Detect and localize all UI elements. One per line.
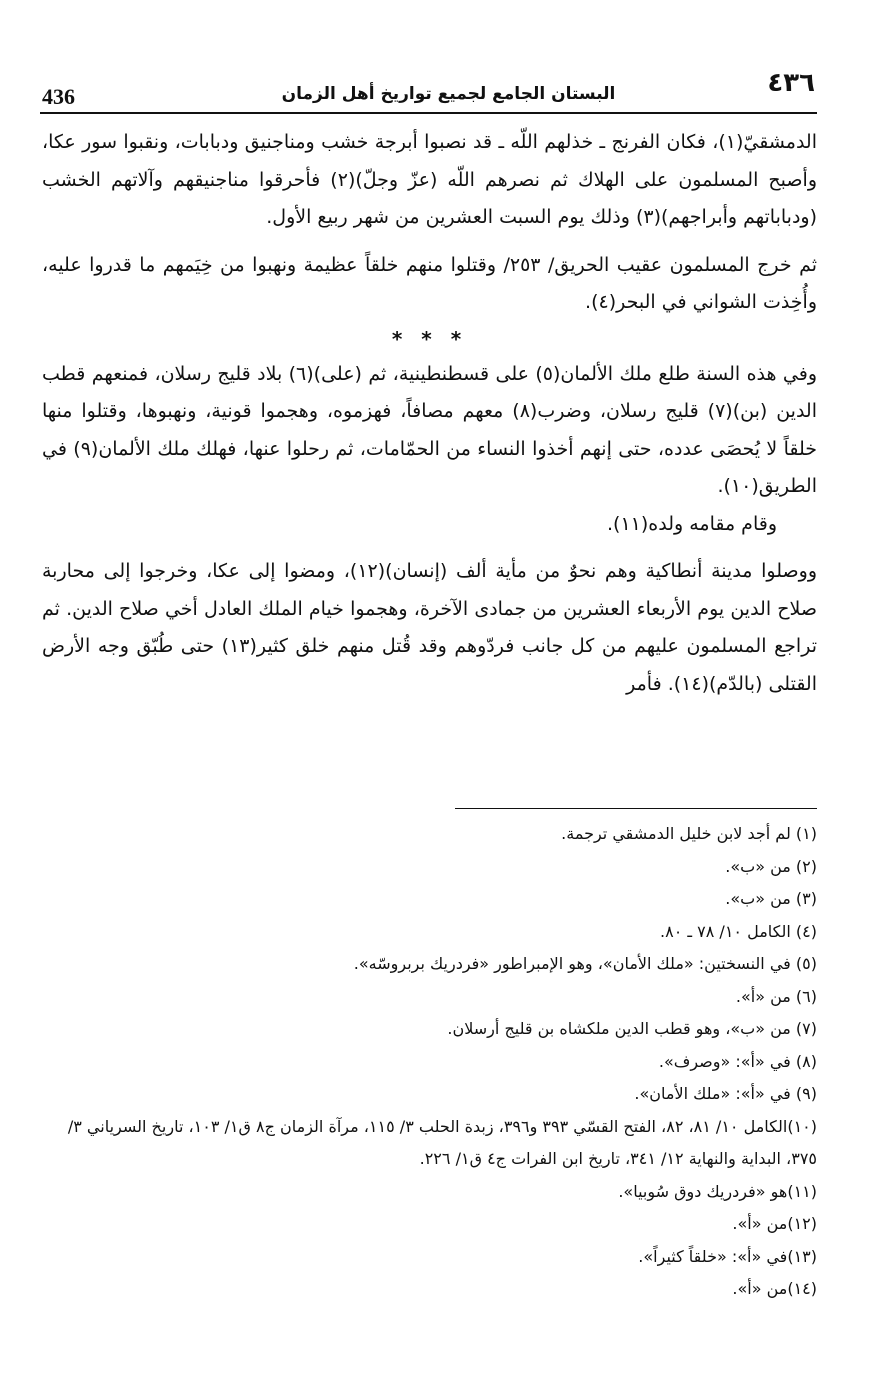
footnote: (٥) في النسختين: «ملك الأمان»، وهو الإمبراطور «فردريك بربروسّه».: [353, 954, 817, 973]
footnote-divider: [455, 808, 817, 809]
footnote: (٣) من «ب».: [725, 889, 817, 908]
section-separator: * * *: [391, 326, 468, 351]
paragraph: الدمشقيّ(١)، فكان الفرنج ـ خذلهم اللّه ـ قد نصبوا أبرجة خشب ومناجنيق ودبابات، ونقبوا سور عكا، وأصبح المسلمون على الهلاك ثم نصرهم اللّه (عزّ وجلّ)(٢) فأحرقوا مناجنيقهم وآلاتهم الخشب (ودباباتهم وأبراجهم)(٣) وذلك يوم السبت العشرين من شهر ربيع الأول.: [42, 131, 817, 228]
footnote: (١٣)في «أ»: «خلقاً كثيراً».: [638, 1246, 817, 1266]
footnote: (١٤)من «أ».: [732, 1279, 817, 1298]
footnote: (٤) الكامل ١٠/ ٧٨ ـ ٨٠.: [660, 921, 817, 941]
running-title: البستان الجامع لجميع تواريخ أهل الزمان: [281, 84, 616, 104]
footnote: (٩) في «أ»: «ملك الأمان».: [634, 1084, 817, 1103]
footnote: (٨) في «أ»: «وصرف».: [658, 1051, 817, 1071]
paragraph: وقام مقامه ولده(١١).: [606, 512, 777, 535]
paragraph: وفي هذه السنة طلع ملك الألمان(٥) على قسطنطينية، ثم (على)(٦) بلاد قليج رسلان، فمنعهم قطب الدين (بن)(٧) قليج رسلان، وضرب(٨) معهم مصافاً، فهزموه، وهجموا قونية، ونهبوها، وقتلوا منها خلقاً لا يُحصَى عدده، حتى إنهم أخذوا النساء من الحمّامات، ثم رحلوا عنها، فهلك ملك الألمان(٩) في الطريق(١٠).: [42, 362, 817, 497]
footnote: (١١)هو «فردريك دوق سُوبيا».: [618, 1181, 817, 1201]
paragraph: ووصلوا مدينة أنطاكية وهم نحوٌ من مأية ألف (إنسان)(١٢)، ومضوا إلى عكا، وخرجوا إلى محاربة صلاح الدين يوم الأربعاء العشرين من جمادى الآخرة، وهجموا خيام الملك العادل أخي صلاح الدين. ثم تراجع المسلمون عليهم من كل جانب فردّوهم وقد قُتل منهم خلق كثير(١٣) حتى طُبّق وجه الأرض القتلى (بالدّم)(١٤). فأمر: [42, 560, 817, 695]
footnote: (١٠)الكامل ١٠/ ٨١، ٨٢، الفتح القسّي ٣٩٣ و٣٩٦، زبدة الحلب ٣/ ١١٥، مرآة الزمان ج٨ ق١/ ١٠٣، تاريخ السرياني ٣/ ٣٧٥، البداية والنهاية ١٢/ ٣٤١، تاريخ ابن الفرات ج٤ ق١/ ٢٢٦.: [67, 1116, 817, 1168]
footnote: (١٢)من «أ».: [732, 1214, 817, 1233]
paragraph: ثم خرج المسلمون عقيب الحريق/ ٢٥٣/ وقتلوا منهم خلقاً عظيمة ونهبوا من خِيَمهم ما قدروا عليه، وأُخِذت الشواني في البحر(٤).: [42, 253, 817, 313]
footnote: (٢) من «ب».: [725, 856, 817, 876]
footnote: (٧) من «ب»، وهو قطب الدين ملكشاه بن قليج أرسلان.: [447, 1019, 817, 1038]
page-number-arabic: ٤٣٦: [767, 68, 815, 98]
footnote: (٦) من «أ».: [735, 986, 817, 1006]
main-text: [42, 124, 817, 703]
page-number-latin: 436: [42, 84, 75, 109]
footnotes: [42, 818, 817, 1306]
page-header: [40, 62, 817, 114]
footnote: (١) لم أجد لابن خليل الدمشقي ترجمة.: [561, 824, 817, 843]
